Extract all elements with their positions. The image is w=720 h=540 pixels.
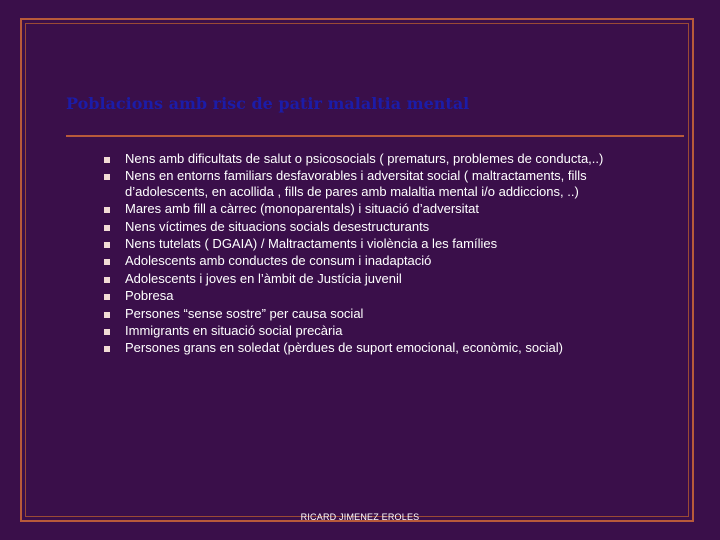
bullet-text: Nens víctimes de situacions socials desestructurants [125,218,430,234]
slide-title: Poblacions amb risc de patir malaltia mental [66,94,470,113]
bullet-text: Pobresa [125,288,174,304]
bullet-text: Immigrants en situació social precària [125,323,343,339]
square-bullet-icon [104,225,110,231]
bullet-item [104,201,664,216]
bullet-text: Nens tutelats ( DGAIA) / Maltractaments i violència a les famílies [125,236,498,252]
bullet-list [104,151,664,358]
bullet-item [104,151,664,166]
bullet-text: Adolescents i joves en l’àmbit de Justícia juvenil [125,270,402,286]
square-bullet-icon [104,312,110,318]
bullet-text: Nens amb dificultats de salut o psicosocials ( prematurs, problemes de conducta,..) [125,151,604,166]
bullet-item [104,219,664,234]
square-bullet-icon [104,174,110,180]
footer-author: RICARD JIMENEZ EROLES [300,512,420,522]
bullet-item [104,271,664,286]
square-bullet-icon [104,157,110,163]
bullet-item [104,168,664,199]
bullet-text: Nens en entorns familiars desfavorables i adversitat social ( maltractaments, fills d’adolescents, en acollida , fills de pares amb malaltia mental i/o addiccions, ..) [125,168,587,199]
square-bullet-icon [104,259,110,265]
bullet-item [104,340,664,355]
bullet-text: Mares amb fill a càrrec (monoparentals) i situació d’adversitat [125,201,480,217]
square-bullet-icon [104,277,110,283]
bullet-item [104,323,664,338]
square-bullet-icon [104,242,110,248]
bullet-text: Persones “sense sostre” per causa social [125,305,364,321]
square-bullet-icon [104,207,110,213]
bullet-item [104,306,664,321]
bullet-item [104,253,664,268]
bullet-text: Persones grans en soledat (pèrdues de suport emocional, econòmic, social) [125,340,563,356]
square-bullet-icon [104,329,110,335]
square-bullet-icon [104,294,110,300]
title-divider [66,135,684,137]
bullet-text: Adolescents amb conductes de consum i inadaptació [125,253,432,269]
bullet-item [104,288,664,303]
bullet-item [104,236,664,251]
square-bullet-icon [104,346,110,352]
